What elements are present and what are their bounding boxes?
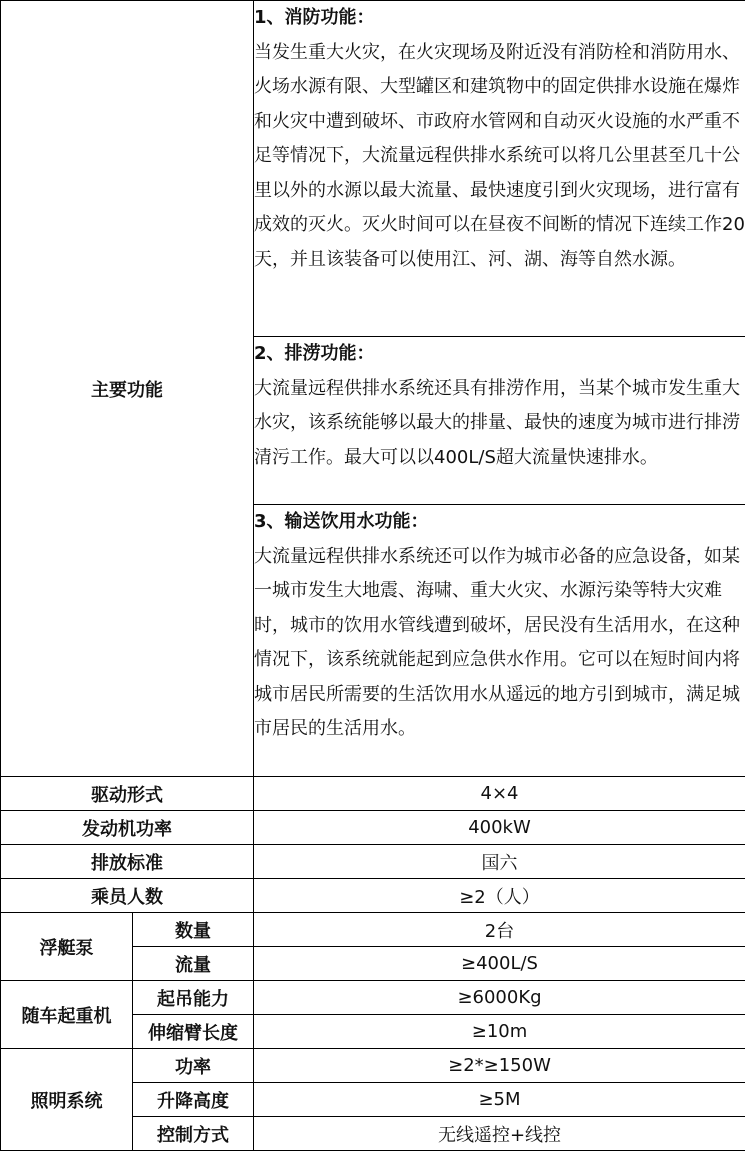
drive-value: 4×4 (254, 777, 745, 811)
table-row (1, 811, 745, 845)
function-title: 2、排涝功能： (254, 343, 375, 364)
function-body: 当发生重大火灾，在火灾现场及附近没有消防栓和消防用水、火场水源有限、大型罐区和建筑物中的固定供排水设施在爆炸和火灾中遭到破坏、市政府水管网和自动灭火设施的水严重不足等情况下，大流量远程供排水系统可以将几公里甚至几十公里以外的水源以最大流量、最快速度引到火灾现场，进行富有成效的灭火。灭火时间可以在昼夜不间断的情况下连续工作20天，并且该装备可以使用江、河、湖、海等自然水源。 (254, 41, 745, 270)
pump-flow-label: 流量 (133, 947, 254, 981)
function-title: 3、输送饮用水功能： (254, 511, 429, 532)
pump-quantity-label: 数量 (133, 913, 254, 947)
lift-height-label: 升降高度 (133, 1083, 254, 1117)
boom-length-value: ≥10m (254, 1015, 745, 1049)
table-row (1, 845, 745, 879)
boom-length-label: 伸缩臂长度 (133, 1015, 254, 1049)
emission-value: 国六 (254, 845, 745, 879)
engine-power-label: 发动机功率 (1, 811, 254, 845)
function-row-1 (1, 1, 745, 337)
function-body: 大流量远程供排水系统还可以作为城市必备的应急设备，如某一城市发生大地震、海啸、重大火灾、水源污染等特大灾难时，城市的饮用水管线遭到破坏，居民没有生活用水，在这种情况下，该系统就能起到应急供水作用。它可以在短时间内将城市居民所需要的生活饮用水从遥远的地方引到城市，满足城市居民的生活用水。 (254, 545, 740, 739)
table-row (1, 1049, 745, 1083)
lift-height-value: ≥5M (254, 1083, 745, 1117)
pontoon-pump-label: 浮艇泵 (1, 913, 133, 981)
main-functions-label: 主要功能 (1, 1, 254, 777)
lighting-power-label: 功率 (133, 1049, 254, 1083)
table-row (1, 879, 745, 913)
lifting-capacity-value: ≥6000Kg (254, 981, 745, 1015)
table-row (1, 913, 745, 947)
crane-label: 随车起重机 (1, 981, 133, 1049)
engine-power-value: 400kW (254, 811, 745, 845)
control-mode-value: 无线遥控+线控 (254, 1117, 745, 1151)
table-row (1, 777, 745, 811)
lighting-power-value: ≥2*≥150W (254, 1049, 745, 1083)
function-title: 1、消防功能： (254, 7, 375, 28)
control-mode-label: 控制方式 (133, 1117, 254, 1151)
emission-label: 排放标准 (1, 845, 254, 879)
crew-label: 乘员人数 (1, 879, 254, 913)
lifting-capacity-label: 起吊能力 (133, 981, 254, 1015)
function-cell-drainage (254, 337, 745, 505)
drive-label: 驱动形式 (1, 777, 254, 811)
lighting-label: 照明系统 (1, 1049, 133, 1151)
pump-flow-value: ≥400L/S (254, 947, 745, 981)
function-body: 大流量远程供排水系统还具有排涝作用，当某个城市发生重大水灾，该系统能够以最大的排量、最快的速度为城市进行排涝清污工作。最大可以以400L/S超大流量快速排水。 (254, 377, 740, 468)
crew-value: ≥2（人） (254, 879, 745, 913)
function-cell-drinking-water (254, 505, 745, 777)
function-cell-fire (254, 1, 745, 337)
table-row (1, 981, 745, 1015)
pump-quantity-value: 2台 (254, 913, 745, 947)
